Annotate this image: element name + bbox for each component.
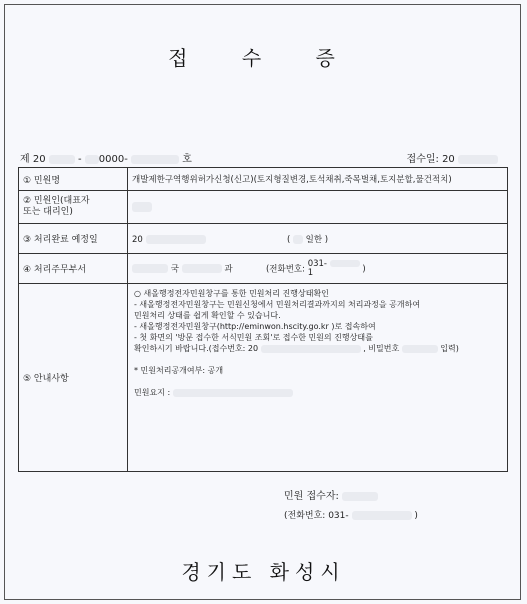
row-label: ⑤ 안내사항 <box>19 284 128 472</box>
reg-prefix: 제 20 <box>20 154 46 165</box>
receipt-table <box>18 167 508 472</box>
registration-line <box>20 150 508 164</box>
receiver-phone-close: ) <box>414 511 418 521</box>
redaction <box>458 155 498 164</box>
petition-summary-label: 민원요지 : <box>134 388 171 397</box>
registration-number <box>20 150 192 165</box>
guide-line <box>134 343 501 354</box>
receiver-phone <box>284 508 418 521</box>
receiver-line <box>284 487 378 502</box>
guide-text <box>132 284 503 402</box>
guide-spacer <box>134 376 501 387</box>
due-date-paren: ( <box>286 234 291 245</box>
department-bureau: 국 <box>170 264 179 274</box>
redaction <box>146 235 206 244</box>
redaction <box>132 202 152 212</box>
password-end: 입력) <box>440 344 459 353</box>
department-division: 과 <box>224 264 233 274</box>
receipt-date <box>407 150 498 165</box>
redaction <box>261 345 361 353</box>
guide-line: - 새올행정전자민원창구는 민원신청에서 민원처리결과까지의 처리과정을 공개하여 <box>134 300 421 309</box>
guide-spacer <box>134 354 501 365</box>
guide-line: ○ 새올행정전자민원창구를 통한 민원처리 진행상태확인 <box>134 289 329 298</box>
applicant-value <box>128 191 508 224</box>
issuer-city: 경기도 화성시 <box>181 560 346 584</box>
redaction <box>131 155 179 164</box>
phone-close: ) <box>362 264 366 274</box>
row-label: ③ 처리완료 예정일 <box>19 224 128 254</box>
redaction <box>293 235 303 244</box>
guide-line: 민원처리 상태를 쉽게 확인할 수 있습니다. <box>134 311 281 320</box>
due-date-year: 20 <box>132 234 143 245</box>
table-row <box>19 224 508 254</box>
table-row <box>19 191 508 224</box>
petition-name: 개발제한구역행위허가신청(신고)(토지형질변경,토석채취,죽목벌채,토지분할,물건적치) <box>128 168 508 191</box>
row-label: ④ 처리주무부서 <box>19 254 128 284</box>
redaction <box>182 264 222 273</box>
receiver-phone-label: (전화번호: <box>284 511 326 521</box>
reg-dash: - <box>77 154 82 165</box>
table-row <box>19 284 508 472</box>
guide-cell <box>128 284 508 472</box>
row-label: ② 민원인(대표자 또는 대리인) <box>19 191 128 224</box>
table-row <box>19 168 508 191</box>
redaction <box>85 155 99 164</box>
guide-line: - 새올행정전자민원창구(http://eminwon.hscity.go.kr )로 접속하여 <box>134 322 376 331</box>
redaction <box>352 511 412 520</box>
row-label: ① 민원명 <box>19 168 128 191</box>
phone-label: (전화번호: <box>265 264 305 274</box>
password-label: , 비밀번호 <box>363 344 400 353</box>
guide-line: * 민원처리공개여부: 공개 <box>134 366 224 375</box>
redaction <box>49 155 75 164</box>
redaction <box>330 260 360 267</box>
receiver-label: 민원 접수자: <box>284 491 339 502</box>
reg-code: 0000- <box>98 154 128 165</box>
table-row <box>19 254 508 284</box>
phone-number: 031- <box>307 258 327 269</box>
department-phone <box>308 260 360 278</box>
redaction <box>342 492 378 501</box>
guide-line <box>134 387 501 398</box>
phone-number-cont: 1 <box>307 267 314 278</box>
document-title: 접 수 증 <box>168 46 359 70</box>
guide-line-text: 확인하시기 바랍니다.(접수번호: 20 <box>134 344 259 353</box>
redaction <box>173 389 293 397</box>
guide-line: - 첫 화면의 '방문 접수한 서식민원 조회'로 접수한 민원의 진행상태를 <box>134 333 373 342</box>
receipt-date-label: 접수일: 20 <box>406 154 455 165</box>
receiver-phone-number: 031- <box>328 511 349 521</box>
reg-suffix: 호 <box>182 154 192 165</box>
due-date-value <box>128 224 508 254</box>
redaction <box>132 264 168 273</box>
redaction <box>402 345 438 353</box>
department-value <box>128 254 508 284</box>
due-date-days: 일한 ) <box>305 234 329 245</box>
